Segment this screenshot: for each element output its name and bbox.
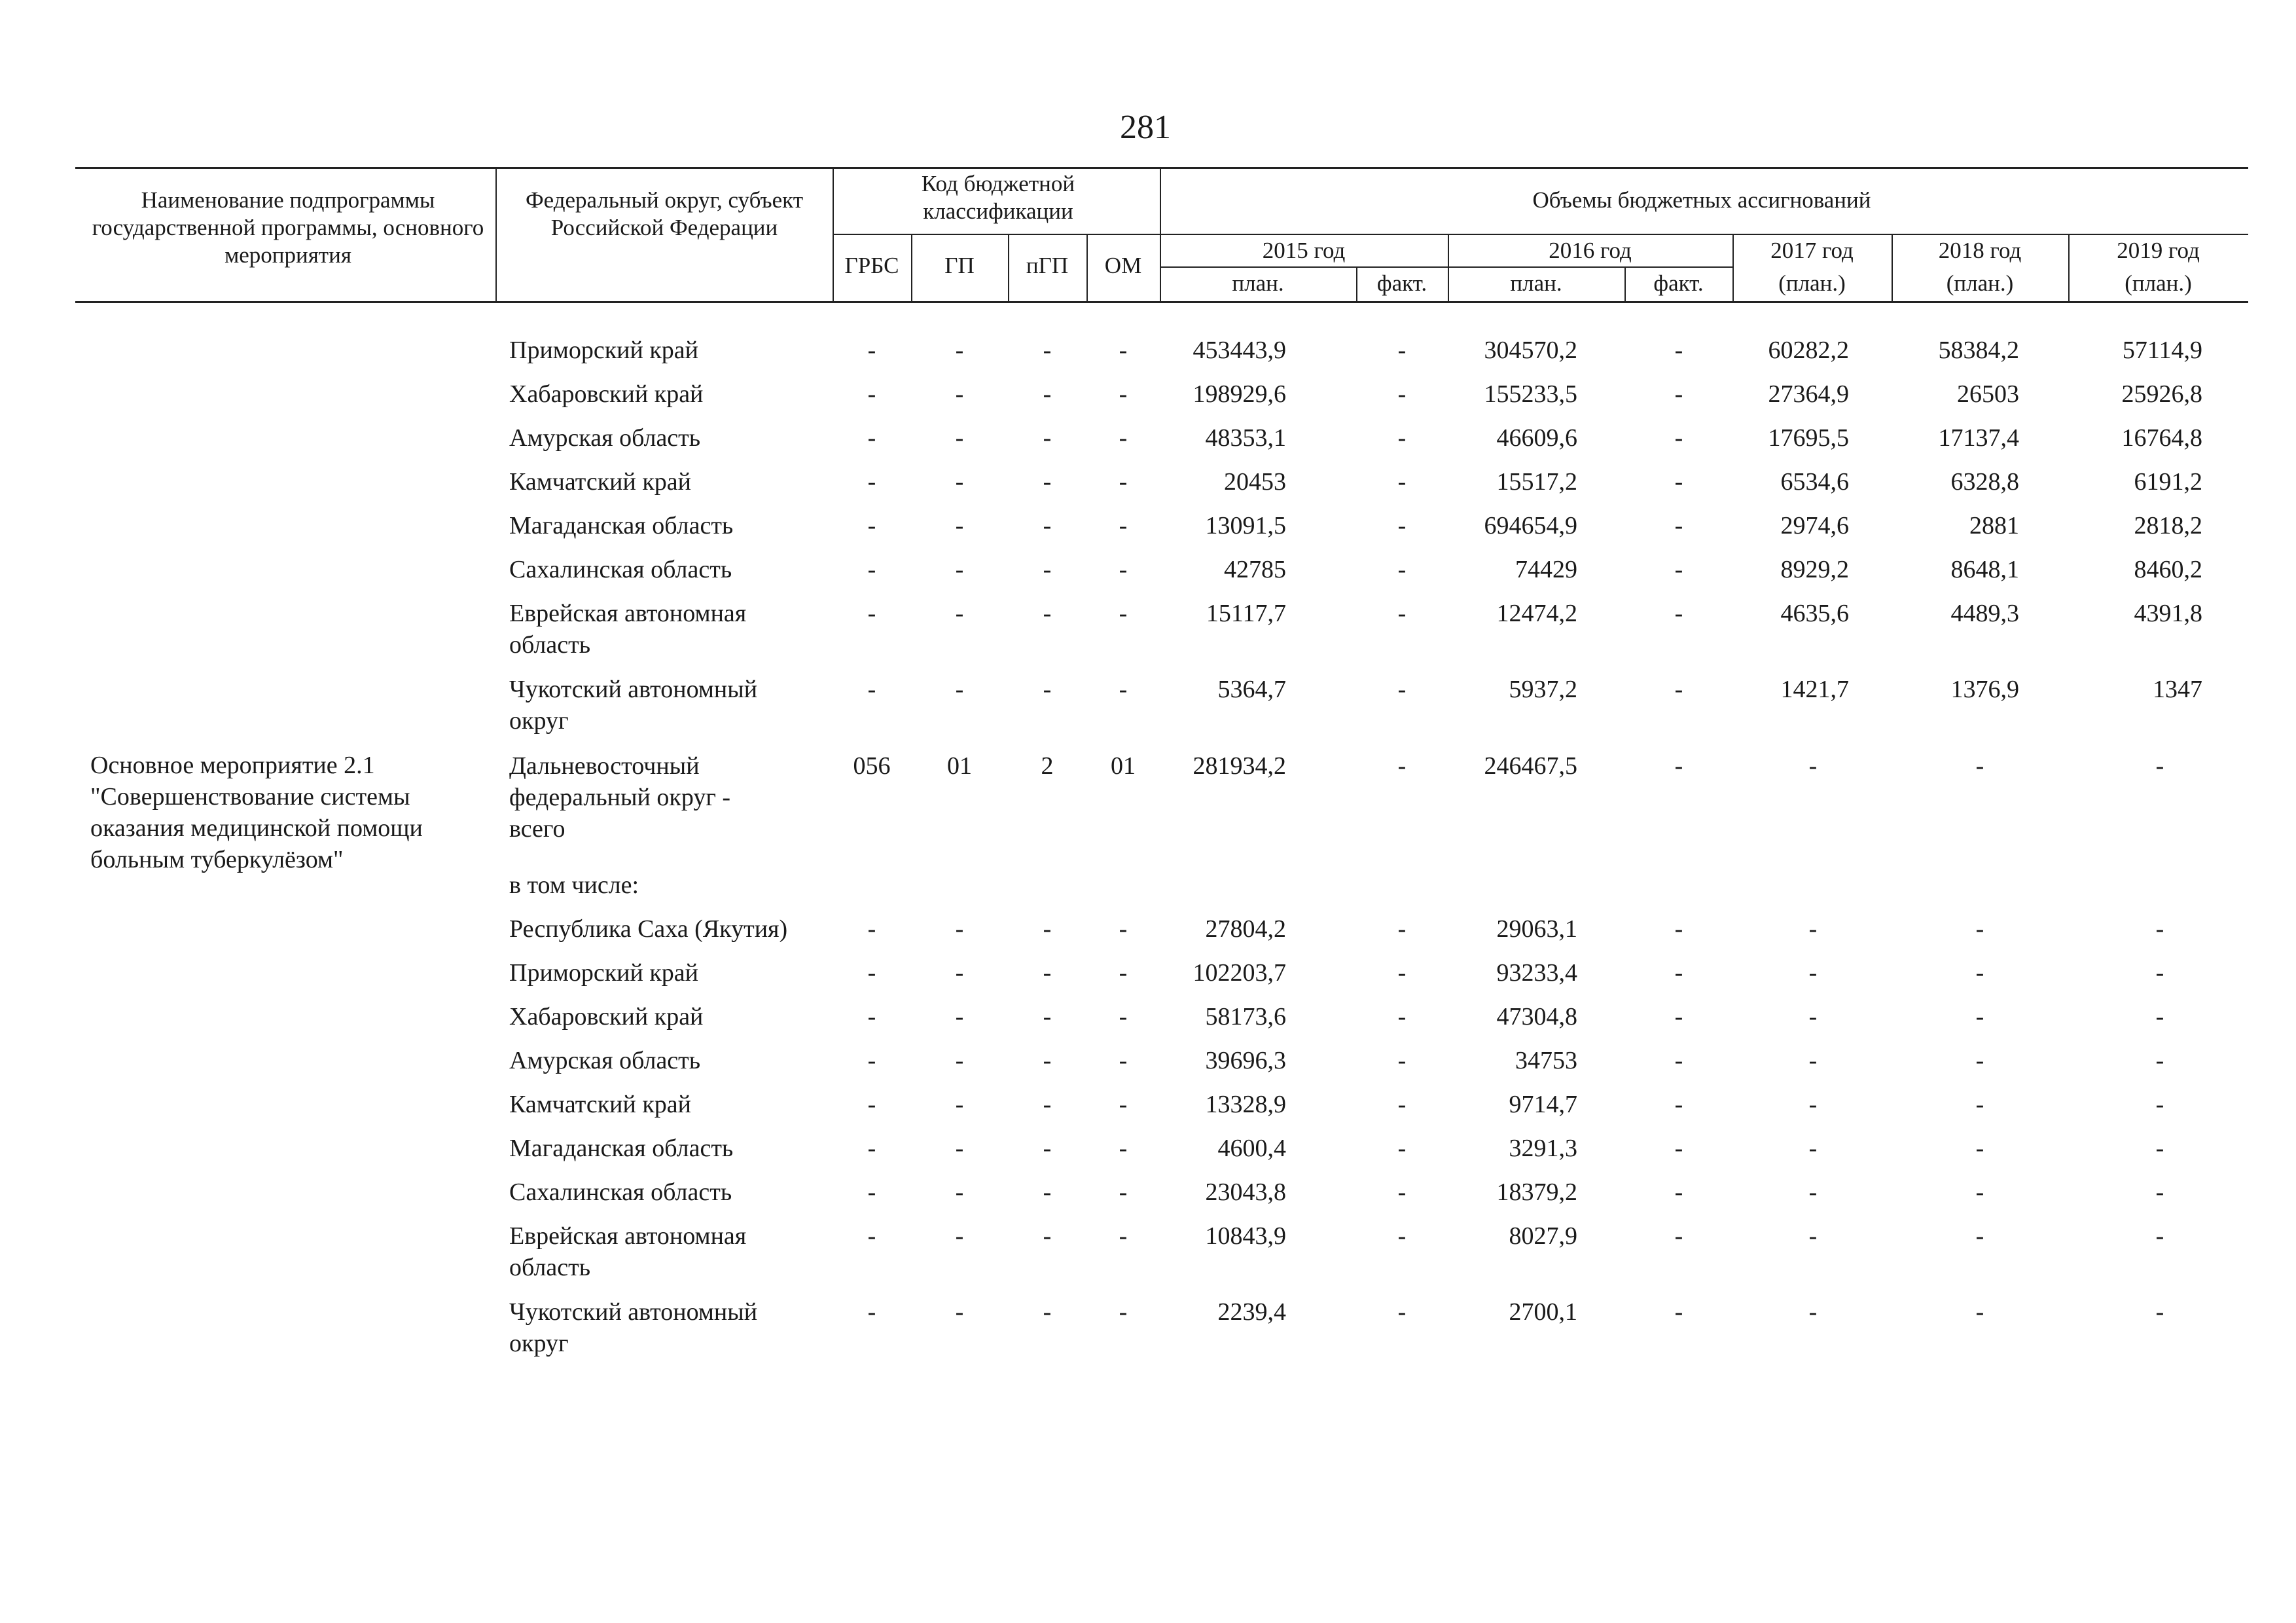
budget-code: - bbox=[1043, 337, 1052, 364]
budget-code: - bbox=[1043, 676, 1052, 703]
value-cell: - bbox=[1808, 915, 1818, 943]
value-cell: 2239,4 bbox=[1217, 1298, 1286, 1326]
value-cell: 9714,7 bbox=[1509, 1091, 1577, 1118]
value-cell: - bbox=[2155, 959, 2164, 987]
value-cell: 93233,4 bbox=[1496, 959, 1577, 987]
region-name: Приморский край bbox=[509, 337, 698, 364]
value-cell: - bbox=[1674, 468, 1683, 496]
value-cell: - bbox=[2155, 1135, 2164, 1162]
budget-code: - bbox=[1119, 337, 1128, 364]
region-name: Магаданская область bbox=[509, 1135, 734, 1162]
budget-code: - bbox=[955, 337, 964, 364]
value-cell: 18379,2 bbox=[1496, 1178, 1577, 1206]
budget-code: - bbox=[955, 380, 964, 408]
value-cell: - bbox=[1674, 915, 1683, 943]
value-cell: - bbox=[1674, 1135, 1683, 1162]
value-cell: - bbox=[1397, 1135, 1407, 1162]
value-cell: 57114,9 bbox=[2122, 337, 2202, 364]
budget-code: - bbox=[955, 676, 964, 703]
value-cell: - bbox=[1397, 1003, 1407, 1030]
value-cell: 246467,5 bbox=[1484, 752, 1577, 780]
value-cell: - bbox=[1674, 424, 1683, 452]
budget-code: - bbox=[955, 1091, 964, 1118]
value-cell: 13091,5 bbox=[1205, 512, 1286, 539]
value-cell: 29063,1 bbox=[1496, 915, 1577, 943]
header-year-2018: 2018 год bbox=[1938, 238, 2022, 263]
value-cell: - bbox=[2155, 1091, 2164, 1118]
value-cell: - bbox=[1397, 556, 1407, 583]
value-cell: - bbox=[1674, 676, 1683, 703]
value-cell: 2974,6 bbox=[1780, 512, 1849, 539]
value-cell: - bbox=[1975, 1298, 1984, 1326]
budget-code: - bbox=[867, 1298, 876, 1326]
header-year-2017: 2017 год bbox=[1770, 238, 1854, 263]
budget-code: - bbox=[955, 1222, 964, 1250]
value-cell: - bbox=[1674, 600, 1683, 627]
value-cell: 6191,2 bbox=[2134, 468, 2202, 496]
value-cell: 2818,2 bbox=[2134, 512, 2202, 539]
region-name: Дальневосточный bbox=[509, 752, 700, 780]
budget-code: - bbox=[1119, 1298, 1128, 1326]
program-label: Основное мероприятие 2.1 "Совершенствование системы оказания медицинской помощи больным туберкулёзом" bbox=[90, 752, 423, 873]
header-top-rule bbox=[75, 167, 2248, 169]
value-cell: 15117,7 bbox=[1206, 600, 1286, 627]
value-cell: 10843,9 bbox=[1205, 1222, 1286, 1250]
header-code-grbs: ГРБС bbox=[844, 253, 899, 278]
budget-code: - bbox=[867, 468, 876, 496]
value-cell: - bbox=[1975, 959, 1984, 987]
value-cell: - bbox=[1674, 556, 1683, 583]
value-cell: - bbox=[2155, 915, 2164, 943]
region-name: Чукотский автономный bbox=[509, 1298, 758, 1326]
budget-code: - bbox=[955, 1047, 964, 1074]
value-cell: 27364,9 bbox=[1768, 380, 1849, 408]
value-cell: - bbox=[2155, 1178, 2164, 1206]
value-cell: - bbox=[1808, 1003, 1818, 1030]
value-cell: 27804,2 bbox=[1205, 915, 1286, 943]
value-cell: - bbox=[1674, 1047, 1683, 1074]
region-name: Сахалинская область bbox=[509, 1178, 732, 1206]
value-cell: - bbox=[1397, 380, 1407, 408]
value-cell: - bbox=[1397, 915, 1407, 943]
budget-code: - bbox=[955, 600, 964, 627]
header-region-column: Федеральный округ, субъект Российской Федерации bbox=[525, 187, 804, 240]
budget-code: - bbox=[1119, 468, 1128, 496]
value-cell: 102203,7 bbox=[1193, 959, 1286, 987]
header-divider bbox=[833, 168, 834, 302]
header-code-group: Код бюджетной классификации bbox=[921, 171, 1075, 224]
value-cell: 15517,2 bbox=[1496, 468, 1577, 496]
value-cell: - bbox=[1397, 1298, 1407, 1326]
budget-code: - bbox=[867, 337, 876, 364]
budget-code: - bbox=[1119, 676, 1128, 703]
value-cell: - bbox=[1674, 380, 1683, 408]
budget-code: - bbox=[1119, 1091, 1128, 1118]
budget-code: - bbox=[1119, 915, 1128, 943]
budget-code: - bbox=[1119, 600, 1128, 627]
value-cell: 5364,7 bbox=[1217, 676, 1286, 703]
budget-code: - bbox=[1119, 424, 1128, 452]
budget-code: 01 bbox=[1111, 752, 1136, 780]
value-cell: 13328,9 bbox=[1205, 1091, 1286, 1118]
value-cell: 17137,4 bbox=[1938, 424, 2019, 452]
value-cell: - bbox=[1397, 1091, 1407, 1118]
value-cell: - bbox=[1674, 752, 1683, 780]
value-cell: 20453 bbox=[1224, 468, 1286, 496]
value-cell: - bbox=[1975, 1091, 1984, 1118]
value-cell: 6328,8 bbox=[1950, 468, 2019, 496]
region-name: Еврейская автономная bbox=[509, 600, 747, 627]
region-name: Республика Саха (Якутия) bbox=[509, 915, 788, 943]
value-cell: - bbox=[1975, 1178, 1984, 1206]
region-name: округ bbox=[509, 1330, 569, 1357]
value-cell: - bbox=[1397, 512, 1407, 539]
page-number: 281 bbox=[1120, 109, 1171, 146]
volumes-subheader-rule bbox=[1160, 234, 2248, 235]
value-cell: - bbox=[1674, 1091, 1683, 1118]
value-cell: 17695,5 bbox=[1768, 424, 1849, 452]
value-cell: 453443,9 bbox=[1193, 337, 1286, 364]
header-divider bbox=[495, 168, 497, 302]
value-cell: - bbox=[1674, 1178, 1683, 1206]
region-name: округ bbox=[509, 707, 569, 735]
value-cell: - bbox=[1975, 1003, 1984, 1030]
region-name: Сахалинская область bbox=[509, 556, 732, 583]
value-cell: - bbox=[1975, 752, 1984, 780]
region-name: Хабаровский край bbox=[509, 380, 704, 408]
budget-code: - bbox=[867, 424, 876, 452]
value-cell: 46609,6 bbox=[1496, 424, 1577, 452]
value-cell: - bbox=[2155, 1298, 2164, 1326]
budget-code: - bbox=[1119, 1222, 1128, 1250]
region-name: Амурская область bbox=[509, 1047, 701, 1074]
region-name: Приморский край bbox=[509, 959, 698, 987]
region-name: федеральный округ - bbox=[509, 784, 731, 811]
region-name: Чукотский автономный bbox=[509, 676, 758, 703]
value-cell: - bbox=[1808, 1135, 1818, 1162]
budget-code: - bbox=[955, 1298, 964, 1326]
budget-code: - bbox=[1119, 380, 1128, 408]
budget-code: - bbox=[955, 915, 964, 943]
value-cell: 48353,1 bbox=[1205, 424, 1286, 452]
budget-code: - bbox=[1119, 1047, 1128, 1074]
region-name: область bbox=[509, 1254, 591, 1281]
header-code-gp: ГП bbox=[944, 253, 975, 278]
value-cell: 4391,8 bbox=[2134, 600, 2202, 627]
value-cell: 16764,8 bbox=[2121, 424, 2202, 452]
value-cell: - bbox=[1397, 468, 1407, 496]
header-program-column: Наименование подпрограммы государственной программы, основного мероприятия bbox=[92, 187, 484, 268]
plan-fact-rule-2015 bbox=[1160, 266, 1448, 268]
region-name: Хабаровский край bbox=[509, 1003, 704, 1030]
value-cell: - bbox=[1808, 1298, 1818, 1326]
code-subheader-rule bbox=[833, 234, 1160, 235]
header-year-2019: 2019 год bbox=[2117, 238, 2200, 263]
budget-code: 056 bbox=[853, 752, 891, 780]
budget-code: - bbox=[867, 1135, 876, 1162]
header-code-pgp: пГП bbox=[1026, 253, 1069, 278]
value-cell: 8027,9 bbox=[1509, 1222, 1577, 1250]
budget-code: - bbox=[1043, 468, 1052, 496]
value-cell: 8929,2 bbox=[1780, 556, 1849, 583]
value-cell: - bbox=[1397, 337, 1407, 364]
value-cell: 5937,2 bbox=[1509, 676, 1577, 703]
header-2019-plan: (план.) bbox=[2125, 270, 2192, 296]
value-cell: - bbox=[1674, 959, 1683, 987]
budget-code: - bbox=[1043, 424, 1052, 452]
budget-code: - bbox=[867, 1047, 876, 1074]
value-cell: 2700,1 bbox=[1509, 1298, 1577, 1326]
value-cell: - bbox=[1674, 512, 1683, 539]
header-2016-plan: план. bbox=[1510, 270, 1562, 296]
budget-code: - bbox=[867, 676, 876, 703]
region-name: область bbox=[509, 631, 591, 659]
budget-code: - bbox=[867, 512, 876, 539]
value-cell: 58384,2 bbox=[1938, 337, 2019, 364]
region-name: Еврейская автономная bbox=[509, 1222, 747, 1250]
header-volumes-group: Объемы бюджетных ассигнований bbox=[1532, 187, 1871, 213]
budget-code: - bbox=[867, 600, 876, 627]
budget-code: - bbox=[1119, 512, 1128, 539]
value-cell: - bbox=[1975, 1135, 1984, 1162]
budget-code: - bbox=[867, 1003, 876, 1030]
value-cell: 2881 bbox=[1969, 512, 2019, 539]
budget-code: - bbox=[955, 1178, 964, 1206]
value-cell: - bbox=[2155, 1047, 2164, 1074]
budget-code: - bbox=[1119, 1178, 1128, 1206]
value-cell: 25926,8 bbox=[2121, 380, 2202, 408]
value-cell: - bbox=[1674, 1003, 1683, 1030]
value-cell: - bbox=[1397, 752, 1407, 780]
value-cell: 39696,3 bbox=[1205, 1047, 1286, 1074]
budget-code: - bbox=[867, 1178, 876, 1206]
value-cell: - bbox=[1397, 600, 1407, 627]
value-cell: - bbox=[1397, 676, 1407, 703]
value-cell: - bbox=[1975, 1047, 1984, 1074]
budget-code: - bbox=[1043, 915, 1052, 943]
value-cell: - bbox=[1397, 1178, 1407, 1206]
header-2015-fact: факт. bbox=[1376, 270, 1427, 296]
header-year-2015: 2015 год bbox=[1262, 238, 1346, 263]
header-2018-plan: (план.) bbox=[1946, 270, 2014, 296]
budget-code: - bbox=[1043, 1003, 1052, 1030]
plan-fact-rule-2016 bbox=[1448, 266, 1732, 268]
value-cell: - bbox=[1397, 424, 1407, 452]
value-cell: - bbox=[1674, 337, 1683, 364]
value-cell: 47304,8 bbox=[1496, 1003, 1577, 1030]
value-cell: - bbox=[2155, 1003, 2164, 1030]
value-cell: - bbox=[1397, 1047, 1407, 1074]
value-cell: 4489,3 bbox=[1950, 600, 2019, 627]
header-bottom-rule bbox=[75, 301, 2248, 303]
budget-code: - bbox=[1043, 380, 1052, 408]
budget-code: - bbox=[1043, 512, 1052, 539]
budget-code: - bbox=[1043, 1047, 1052, 1074]
budget-code: - bbox=[1119, 1003, 1128, 1030]
region-name: Амурская область bbox=[509, 424, 701, 452]
value-cell: 34753 bbox=[1515, 1047, 1577, 1074]
budget-code: - bbox=[1043, 1178, 1052, 1206]
value-cell: - bbox=[1808, 1047, 1818, 1074]
budget-code: - bbox=[1119, 556, 1128, 583]
budget-code: - bbox=[1043, 1222, 1052, 1250]
value-cell: 198929,6 bbox=[1193, 380, 1286, 408]
value-cell: - bbox=[1975, 915, 1984, 943]
budget-code: 01 bbox=[947, 752, 972, 780]
budget-code: - bbox=[1043, 959, 1052, 987]
value-cell: 12474,2 bbox=[1496, 600, 1577, 627]
budget-code: - bbox=[955, 556, 964, 583]
budget-code: - bbox=[867, 1091, 876, 1118]
value-cell: - bbox=[2155, 752, 2164, 780]
budget-code: - bbox=[1043, 1135, 1052, 1162]
header-code-om: ОМ bbox=[1104, 253, 1142, 278]
value-cell: - bbox=[1808, 752, 1818, 780]
value-cell: 42785 bbox=[1224, 556, 1286, 583]
budget-code: - bbox=[955, 1003, 964, 1030]
value-cell: 1347 bbox=[2153, 676, 2202, 703]
budget-code: - bbox=[955, 959, 964, 987]
value-cell: - bbox=[1397, 1222, 1407, 1250]
value-cell: 58173,6 bbox=[1205, 1003, 1286, 1030]
budget-code: - bbox=[867, 959, 876, 987]
region-name: Магаданская область bbox=[509, 512, 734, 539]
value-cell: 26503 bbox=[1957, 380, 2019, 408]
budget-code: - bbox=[955, 512, 964, 539]
value-cell: 74429 bbox=[1515, 556, 1577, 583]
budget-code: - bbox=[867, 556, 876, 583]
region-name: всего bbox=[509, 815, 565, 843]
header-2016-fact: факт. bbox=[1653, 270, 1704, 296]
budget-code: - bbox=[955, 468, 964, 496]
value-cell: 3291,3 bbox=[1509, 1135, 1577, 1162]
header-year-2016: 2016 год bbox=[1549, 238, 1632, 263]
value-cell: 23043,8 bbox=[1205, 1178, 1286, 1206]
budget-code: - bbox=[955, 424, 964, 452]
header-2015-plan: план. bbox=[1232, 270, 1284, 296]
value-cell: 6534,6 bbox=[1780, 468, 1849, 496]
value-cell: - bbox=[2155, 1222, 2164, 1250]
budget-code: - bbox=[867, 380, 876, 408]
budget-code: 2 bbox=[1041, 752, 1054, 780]
value-cell: 281934,2 bbox=[1193, 752, 1286, 780]
region-name: в том числе: bbox=[509, 871, 639, 899]
region-name: Камчатский край bbox=[509, 468, 691, 496]
region-name: Камчатский край bbox=[509, 1091, 691, 1118]
value-cell: 60282,2 bbox=[1768, 337, 1849, 364]
value-cell: - bbox=[1808, 1178, 1818, 1206]
budget-code: - bbox=[1043, 600, 1052, 627]
value-cell: - bbox=[1674, 1298, 1683, 1326]
budget-code: - bbox=[867, 915, 876, 943]
value-cell: 304570,2 bbox=[1484, 337, 1577, 364]
value-cell: 155233,5 bbox=[1484, 380, 1577, 408]
budget-code: - bbox=[1043, 1091, 1052, 1118]
budget-code: - bbox=[1043, 1298, 1052, 1326]
budget-code: - bbox=[955, 1135, 964, 1162]
value-cell: - bbox=[1674, 1222, 1683, 1250]
value-cell: 8460,2 bbox=[2134, 556, 2202, 583]
value-cell: 1421,7 bbox=[1780, 676, 1849, 703]
value-cell: - bbox=[1975, 1222, 1984, 1250]
budget-code: - bbox=[1043, 556, 1052, 583]
header-2017-plan: (план.) bbox=[1778, 270, 1846, 296]
budget-code: - bbox=[1119, 959, 1128, 987]
value-cell: 8648,1 bbox=[1950, 556, 2019, 583]
value-cell: 4600,4 bbox=[1217, 1135, 1286, 1162]
value-cell: 1376,9 bbox=[1950, 676, 2019, 703]
value-cell: - bbox=[1397, 959, 1407, 987]
budget-code: - bbox=[867, 1222, 876, 1250]
value-cell: 4635,6 bbox=[1780, 600, 1849, 627]
value-cell: 694654,9 bbox=[1484, 512, 1577, 539]
value-cell: - bbox=[1808, 1222, 1818, 1250]
value-cell: - bbox=[1808, 959, 1818, 987]
value-cell: - bbox=[1808, 1091, 1818, 1118]
budget-code: - bbox=[1119, 1135, 1128, 1162]
